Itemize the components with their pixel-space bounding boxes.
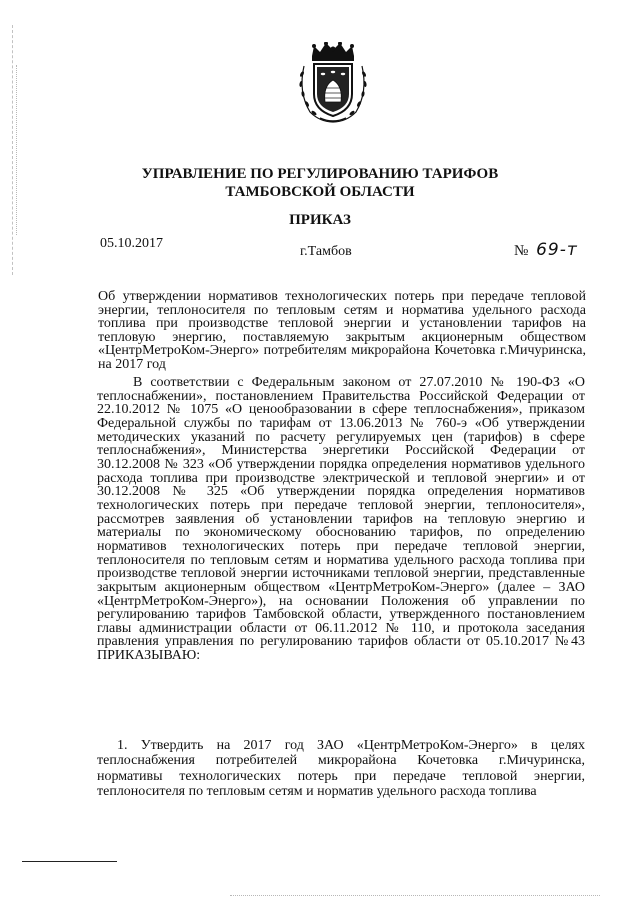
tambov-coat-of-arms-icon — [296, 42, 370, 124]
order-number-handwritten: 69-т — [536, 240, 578, 260]
scan-bottom-marks — [230, 895, 600, 897]
preamble-paragraph: В соответствии с Федеральным законом от 27.07.2010 № 190-ФЗ «О теплоснабжении», постановлением Правительства Российской Федерации от 22.10.2012 № 1075 «О ценообразовании в сфере теплоснабжения», приказом Федеральной службы по тарифам от 13.06.2013 № 760-э «Об утверждении методических указаний по расчету регулируемых цен (тарифов) в сфере теплоснабжения», Министерства энергетики Российской Федерации от 30.12.2008 № 323 «Об утверждении порядка определения нормативов удельного расхода топлива при производстве электрической и тепловой энергии» и от 30.12.2008 № 325 «Об утверждении порядка определения нормативов технологических потерь при передаче тепловой энергии, теплоносителя», рассмотрев заявления об установлении тарифов на тепловую энергию и материалы по экономическому обоснованию тарифов, по определению нормативов технологических потерь при передаче тепловой энергии, теплоносителя по тепловым сетям и норматива удельного расхода топлива при производстве тепловой энергии источниками тепловой энергии, представленные закрытым акционерным обществом «ЦентрМетроКом-Энерго» (далее – ЗАО «ЦентрМетроКом-Энерго»), на основании Положения об управлении по регулированию тарифов Тамбовской области, утвержденного постановлением главы администрации области от 06.11.2012 № 110, и протокола заседания правления управления по регулированию тарифов области от 05.10.2017 №43 ПРИКАЗЫВАЮ: — [97, 375, 585, 664]
document-type-title: ПРИКАЗ — [289, 212, 351, 228]
order-number — [514, 240, 578, 260]
order-item-1: 1. Утвердить на 2017 год ЗАО «ЦентрМетроКом-Энерго» в целях теплоснабжения потребителей микрорайона Кочетовка г.Мичуринска, нормативы технологических потерь при передаче тепловой энергии, теплоносителя по тепловым сетям и норматив удельного расхода топлива — [97, 738, 585, 799]
authority-name-line-2: ТАМБОВСКОЙ ОБЛАСТИ — [225, 184, 415, 200]
footnote-divider — [22, 861, 117, 862]
order-subject: Об утверждении нормативов технологических потерь при передаче тепловой энергии, теплоносителя по тепловым сетям и норматива удельного расхода топлива при производстве тепловой энергии и установлении тарифов на тепловую энергию, поставляемую закрытым акционерным обществом «ЦентрМетроКом-Энерго» потребителям микрорайона Кочетовка г.Мичуринска, на 2017 год — [98, 289, 586, 372]
authority-name-line-1: УПРАВЛЕНИЕ ПО РЕГУЛИРОВАНИЮ ТАРИФОВ — [141, 166, 499, 182]
order-date: 05.10.2017 — [100, 236, 163, 251]
scan-margin-marks — [12, 25, 23, 275]
order-city: г.Тамбов — [300, 244, 352, 259]
order-number-prefix: № — [514, 243, 529, 259]
